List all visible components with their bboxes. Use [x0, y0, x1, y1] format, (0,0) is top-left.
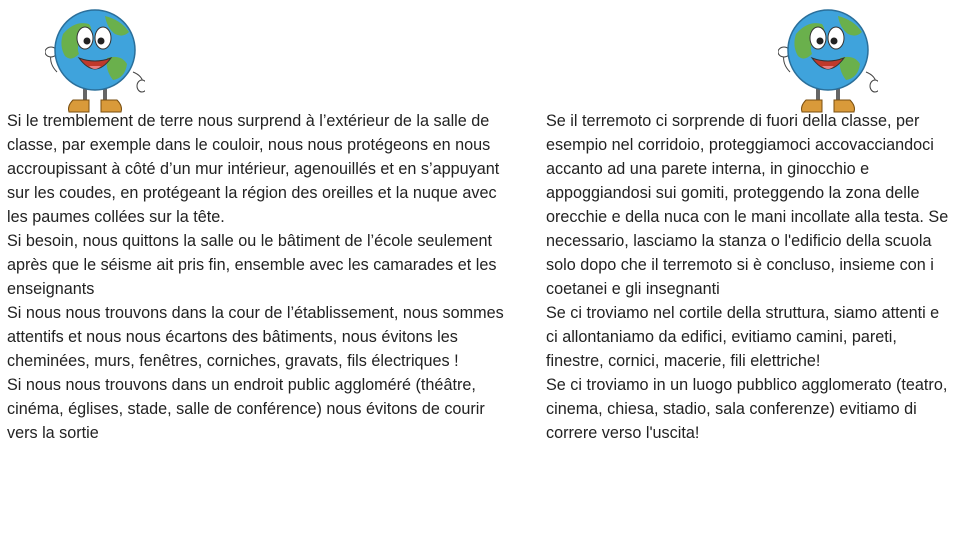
globe-mascot-icon	[45, 2, 145, 120]
italian-instructions-text: Se il terremoto ci sorprende di fuori della classe, per esempio nel corridoio, proteggiamoci accovacciandoci accanto ad una parete interna, in ginocchio e appoggiandosi sui gomiti, proteggendo la zona delle orecchie e della nuca con le mani incollate alla testa. Se necessario, lasciamo la stanza o l'edificio della scuola solo dopo che il terremoto si è concluso, insieme con i coetanei e gli insegnanti Se ci troviamo nel cortile della struttura, siamo attenti e ci allontaniamo da edifici, evitiamo camini, pareti, finestre, cornici, macerie, fili elettriche! Se ci troviamo in un luogo pubblico agglomerato (teatro, cinema, chiesa, stadio, sala conferenze) evitiamo di correre verso l'uscita!	[546, 112, 949, 442]
globe-mascot-icon	[778, 2, 878, 120]
french-instructions-text: Si le tremblement de terre nous surprend à l’extérieur de la salle de classe, par exemple dans le couloir, nous nous protégeons en nous accroupissant à côté d’un mur intérieur, agenouillés et en s’appuyant sur les coudes, en protégeant la région des oreilles et la nuque avec les paumes collées sur la tête. Si besoin, nous quittons la salle ou le bâtiment de l’école seulement après que le séisme ait pris fin, ensemble avec les camarades et les enseignants Si nous nous trouvons dans la cour de l’établissement, nous sommes attentifs et nous nous écartons des bâtiments, nous évitons les cheminées, murs, fenêtres, corniches, gravats, fils électriques ! Si nous nous trouvons dans un endroit public aggloméré (théâtre, cinéma, églises, stade, salle de conférence) nous évitons de courir vers la sortie	[7, 112, 504, 442]
